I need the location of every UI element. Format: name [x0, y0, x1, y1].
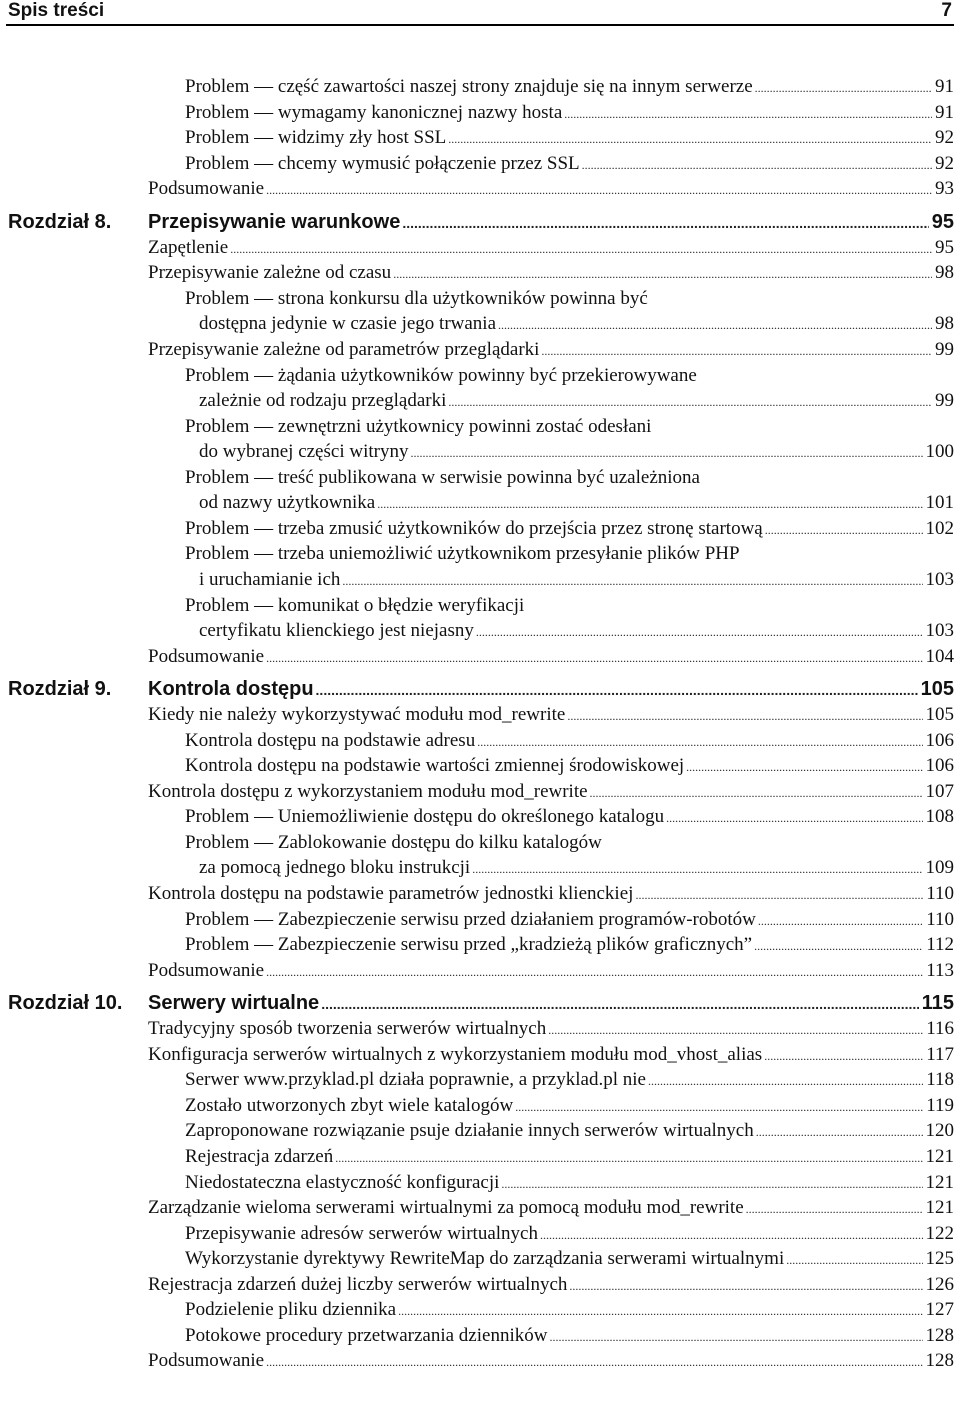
toc-entry[interactable]	[0, 728, 954, 754]
toc-entry[interactable]	[0, 1144, 954, 1170]
toc-entry-title: Kontrola dostępu	[148, 678, 314, 700]
toc-page-number: 110	[926, 909, 954, 930]
toc-page-number: 121	[925, 1197, 954, 1218]
dot-leader	[548, 1017, 923, 1043]
toc-entry[interactable]	[0, 1042, 954, 1068]
toc-page-number: 127	[925, 1299, 954, 1320]
dot-leader	[266, 1349, 922, 1375]
toc-page-number: 99	[935, 339, 954, 360]
toc-entry-title: Zarządzanie wieloma serwerami wirtualnymi za pomocą modułu mod_rewrite	[148, 1197, 744, 1218]
toc-entry-title: Podsumowanie	[148, 1350, 265, 1371]
toc-entry-first-line	[0, 593, 954, 619]
dot-leader	[541, 338, 932, 364]
chapter-number: Rozdział 10.	[8, 992, 123, 1014]
dot-leader	[393, 261, 932, 287]
toc-page-number: 100	[925, 441, 954, 462]
running-head-title: Spis treści	[8, 0, 105, 21]
dot-leader	[540, 1222, 923, 1248]
toc-page-number: 92	[935, 127, 954, 148]
toc-page-number: 108	[925, 806, 954, 827]
dot-leader	[754, 933, 923, 959]
dot-leader	[472, 856, 922, 882]
toc-chapter-heading[interactable]	[0, 208, 954, 236]
toc-entry[interactable]	[0, 1118, 954, 1144]
toc-entry-title: Kontrola dostępu na podstawie wartości zmiennej środowiskowej	[185, 755, 685, 776]
dot-leader	[410, 440, 922, 466]
toc-entry[interactable]	[0, 958, 954, 984]
toc-entry-title: Przepisywanie warunkowe	[148, 211, 401, 233]
toc-page-number: 112	[926, 934, 954, 955]
toc-entry-first-line	[0, 363, 954, 389]
toc-entry-first-line	[0, 830, 954, 856]
toc-page-number: 116	[926, 1018, 954, 1039]
toc-entry-title: Wykorzystanie dyrektywy RewriteMap do zarządzania serwerami wirtualnymi	[185, 1248, 785, 1269]
toc-page-number: 121	[925, 1146, 954, 1167]
dot-leader	[686, 754, 922, 780]
toc-page-number: 105	[925, 704, 954, 725]
toc-entry-title: Przepisywanie adresów serwerów wirtualnych	[185, 1223, 538, 1244]
dot-leader	[755, 75, 932, 101]
toc-entry-title: Zostało utworzonych zbyt wiele katalogów	[185, 1095, 514, 1116]
dot-leader	[764, 1043, 923, 1069]
toc-entry[interactable]	[0, 804, 954, 830]
toc-entry-title: Serwery wirtualne	[148, 992, 320, 1014]
toc-entry-title: Potokowe procedury przetwarzania dzienników	[185, 1325, 548, 1346]
dot-leader	[515, 1094, 923, 1120]
dot-leader	[321, 990, 919, 1018]
toc-entry-title: Problem — część zawartości naszej strony znajduje się na innym serwerze	[185, 76, 753, 97]
dot-leader	[476, 619, 923, 645]
toc-page-number: 107	[925, 781, 954, 802]
toc-chapter-heading[interactable]	[0, 989, 954, 1017]
toc-entry-title: zależnie od rodzaju przeglądarki	[199, 390, 447, 411]
toc-entry[interactable]	[0, 311, 954, 337]
toc-page-number: 95	[931, 211, 954, 233]
toc-entry[interactable]	[0, 1170, 954, 1196]
toc-entry[interactable]	[0, 753, 954, 779]
toc-entry-title: Podzielenie pliku dziennika	[185, 1299, 397, 1320]
toc-entry[interactable]	[0, 1272, 954, 1298]
toc-page-number: 92	[935, 153, 954, 174]
toc-entry[interactable]	[0, 855, 954, 881]
dot-leader	[316, 676, 918, 704]
toc-page-number: 98	[935, 262, 954, 283]
toc-entry-title: Kontrola dostępu z wykorzystaniem modułu mod_rewrite	[148, 781, 588, 802]
dot-leader	[590, 780, 923, 806]
toc-entry-title: Konfiguracja serwerów wirtualnych z wykorzystaniem modułu mod_vhost_alias	[148, 1044, 763, 1065]
dot-leader	[335, 1145, 922, 1171]
toc-entry[interactable]	[0, 125, 954, 151]
toc-entry-title: Problem — żądania użytkowników powinny być przekierowywane	[185, 365, 697, 386]
toc-entry[interactable]	[0, 74, 954, 100]
chapter-number: Rozdział 9.	[8, 678, 112, 700]
toc-entry[interactable]	[0, 439, 954, 465]
dot-leader	[266, 645, 922, 671]
toc-entry-title: i uruchamianie ich	[199, 569, 341, 590]
toc-entry-title: Problem — treść publikowana w serwisie powinna być uzależniona	[185, 467, 700, 488]
toc-page-number: 128	[925, 1325, 954, 1346]
toc-page-number: 106	[925, 730, 954, 751]
toc-entry[interactable]	[0, 260, 954, 286]
toc-entry-title: Problem — widzimy zły host SSL	[185, 127, 447, 148]
toc-entry[interactable]	[0, 516, 954, 542]
toc-entry-title: Rejestracja zdarzeń	[185, 1146, 334, 1167]
toc-entry[interactable]	[0, 1016, 954, 1042]
toc-entry[interactable]	[0, 100, 954, 126]
toc-entry[interactable]	[0, 1323, 954, 1349]
toc-page-number: 103	[925, 620, 954, 641]
toc-page-number: 98	[935, 313, 954, 334]
toc-entry[interactable]	[0, 567, 954, 593]
toc-page-number: 115	[921, 992, 954, 1014]
toc-entry-title: Podsumowanie	[148, 646, 265, 667]
toc-entry-title: Problem — trzeba uniemożliwić użytkownikom przesyłanie plików PHP	[185, 543, 740, 564]
toc-page-number: 126	[925, 1274, 954, 1295]
dot-leader	[582, 152, 932, 178]
toc-entry[interactable]	[0, 1195, 954, 1221]
toc-page-number: 119	[926, 1095, 954, 1116]
toc-page-number: 105	[920, 678, 954, 700]
toc-entry-first-line	[0, 286, 954, 312]
toc-entry[interactable]	[0, 388, 954, 414]
toc-page-number: 95	[935, 237, 954, 258]
toc-entry[interactable]	[0, 702, 954, 728]
toc-page-number: 93	[935, 178, 954, 199]
toc-entry-title: za pomocą jednego bloku instrukcji	[199, 857, 471, 878]
dot-leader	[402, 209, 928, 237]
toc-page-number: 118	[926, 1069, 954, 1090]
dot-leader	[501, 1171, 922, 1197]
dot-leader	[756, 1119, 923, 1145]
toc-entry-title: Problem — chcemy wymusić połączenie przez SSL	[185, 153, 580, 174]
toc-entry[interactable]	[0, 779, 954, 805]
toc-entry-title: Kontrola dostępu na podstawie adresu	[185, 730, 476, 751]
toc-entry-title: dostępna jedynie w czasie jego trwania	[199, 313, 497, 334]
toc-entry-first-line	[0, 414, 954, 440]
toc-entry-title: Kiedy nie należy wykorzystywać modułu mod_rewrite	[148, 704, 566, 725]
toc-page-number: 128	[925, 1350, 954, 1371]
toc-entry-title: Podsumowanie	[148, 178, 265, 199]
toc-entry[interactable]	[0, 907, 954, 933]
toc-entry-title: Tradycyjny sposób tworzenia serwerów wirtualnych	[148, 1018, 547, 1039]
toc-entry[interactable]	[0, 1246, 954, 1272]
toc-entry-first-line	[0, 465, 954, 491]
toc-entry[interactable]	[0, 1348, 954, 1374]
toc-page-number: 121	[925, 1172, 954, 1193]
toc-page-number: 91	[935, 102, 954, 123]
toc-chapter-heading[interactable]	[0, 675, 954, 703]
toc-entry-title: Problem — Zabezpieczenie serwisu przed „kradzieżą plików graficznych”	[185, 934, 753, 955]
toc-entry-title: Kontrola dostępu na podstawie parametrów jednostki klienckiej	[148, 883, 634, 904]
dot-leader	[569, 1273, 922, 1299]
toc-entry-title: Serwer www.przyklad.pl działa poprawnie, a przyklad.pl nie	[185, 1069, 646, 1090]
toc-entry-title: od nazwy użytkownika	[199, 492, 376, 513]
toc-page-number: 117	[926, 1044, 954, 1065]
dot-leader	[477, 729, 922, 755]
toc-entry-title: Niedostateczna elastyczność konfiguracji	[185, 1172, 500, 1193]
toc-entry-title: Zapętlenie	[148, 237, 229, 258]
toc-entry-title: Zaproponowane rozwiązanie psuje działanie innych serwerów wirtualnych	[185, 1120, 754, 1141]
dot-leader	[786, 1247, 922, 1273]
toc-entry-title: Problem — trzeba zmusić użytkowników do przejścia przez stronę startową	[185, 518, 763, 539]
toc-entry[interactable]	[0, 337, 954, 363]
running-head-page-number: 7	[941, 0, 952, 21]
toc-entry-title: Przepisywanie zależne od parametrów przeglądarki	[148, 339, 540, 360]
toc-page-number: 113	[926, 960, 954, 981]
toc-page-number: 102	[925, 518, 954, 539]
toc-entry[interactable]	[0, 881, 954, 907]
toc-page-number: 91	[935, 76, 954, 97]
toc-page-number: 110	[926, 883, 954, 904]
toc-page-number: 122	[925, 1223, 954, 1244]
dot-leader	[758, 908, 923, 934]
toc-entry[interactable]	[0, 1067, 954, 1093]
toc-page-number: 106	[925, 755, 954, 776]
dot-leader	[448, 126, 932, 152]
dot-leader	[230, 236, 932, 262]
toc-entry[interactable]	[0, 490, 954, 516]
toc-entry-title: Rejestracja zdarzeń dużej liczby serwerów wirtualnych	[148, 1274, 568, 1295]
toc-entry-title: Przepisywanie zależne od czasu	[148, 262, 392, 283]
dot-leader	[549, 1324, 922, 1350]
toc-page-number: 103	[925, 569, 954, 590]
dot-leader	[377, 491, 922, 517]
dot-leader	[666, 805, 922, 831]
toc-entry[interactable]	[0, 644, 954, 670]
toc-entry-title: Problem — Uniemożliwienie dostępu do określonego katalogu	[185, 806, 665, 827]
toc-entry-title: Problem — strona konkursu dla użytkowników powinna być	[185, 288, 648, 309]
toc-entry-title: Problem — zewnętrzni użytkownicy powinni zostać odesłani	[185, 416, 652, 437]
toc-entry-title: certyfikatu klienckiego jest niejasny	[199, 620, 474, 641]
toc-page-number: 101	[925, 492, 954, 513]
toc-entry-title: Podsumowanie	[148, 960, 265, 981]
toc-entry[interactable]	[0, 1093, 954, 1119]
running-head	[6, 0, 954, 26]
chapter-number: Rozdział 8.	[8, 211, 112, 233]
dot-leader	[635, 882, 923, 908]
toc-entry-title: Problem — Zablokowanie dostępu do kilku katalogów	[185, 832, 602, 853]
toc-page-number: 104	[925, 646, 954, 667]
toc-entry-title: do wybranej części witryny	[199, 441, 409, 462]
toc-entry-title: Problem — wymagamy kanonicznej nazwy hosta	[185, 102, 563, 123]
dot-leader	[648, 1068, 923, 1094]
dot-leader	[266, 959, 923, 985]
dot-leader	[746, 1196, 923, 1222]
toc-entry[interactable]	[0, 1297, 954, 1323]
dot-leader	[266, 177, 932, 203]
toc-entry[interactable]	[0, 1221, 954, 1247]
toc-page-number: 125	[925, 1248, 954, 1269]
toc-entry-first-line	[0, 541, 954, 567]
dot-leader	[398, 1298, 922, 1324]
dot-leader	[567, 703, 922, 729]
toc-page-number: 120	[925, 1120, 954, 1141]
toc-page-number: 99	[935, 390, 954, 411]
dot-leader	[448, 389, 932, 415]
toc-entry-title: Problem — Zabezpieczenie serwisu przed działaniem programów-robotów	[185, 909, 756, 930]
toc-entry[interactable]	[0, 151, 954, 177]
dot-leader	[765, 517, 923, 543]
dot-leader	[342, 568, 922, 594]
toc-page-number: 109	[925, 857, 954, 878]
dot-leader	[564, 101, 932, 127]
dot-leader	[498, 312, 932, 338]
toc-entry[interactable]	[0, 235, 954, 261]
toc-entry[interactable]	[0, 618, 954, 644]
toc-entry[interactable]	[0, 932, 954, 958]
toc-entry[interactable]	[0, 176, 954, 202]
toc-entry-title: Problem — komunikat o błędzie weryfikacji	[185, 595, 525, 616]
